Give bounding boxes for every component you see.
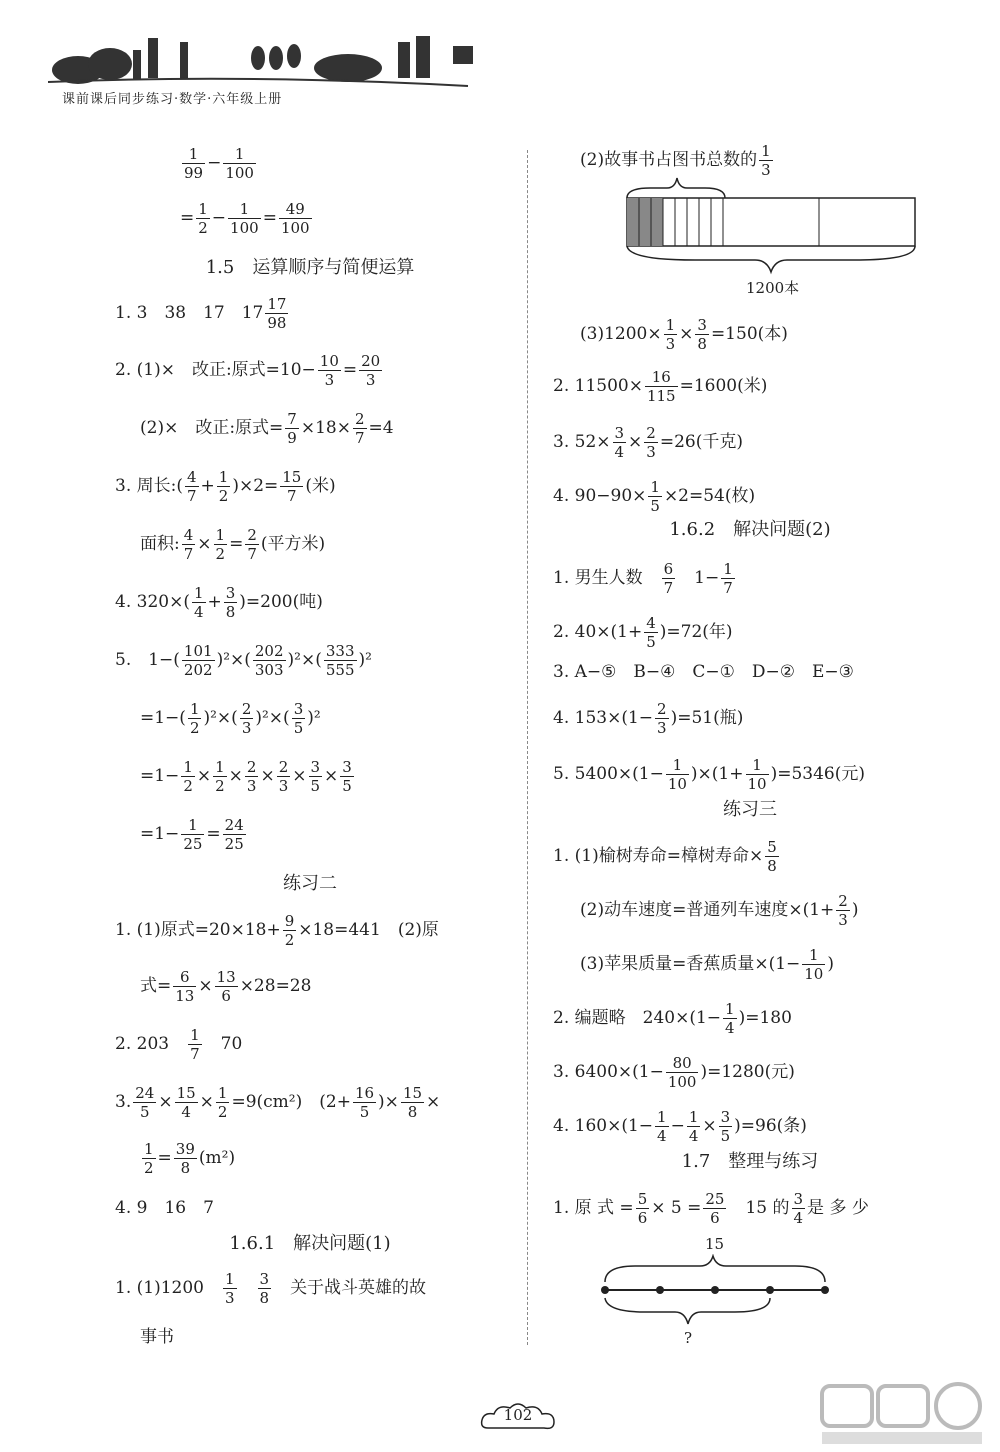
answer-5-line-2: =1−( $\frac{1}{2}$ )²×( $\frac{2}{3}$ )²×( $\frac{3}{5}$ )² xyxy=(140,700,321,737)
section-heading-exercise-2: 练习二 xyxy=(283,873,337,894)
exercise3-answer-1-1: 1. (1)榆树寿命=樟树寿命× $\frac{5}{8}$ xyxy=(553,838,777,875)
answer-2-1: 2. (1)× 改正:原式=10− $\frac{10}{3}$ = $\frac{20}{3}$ xyxy=(115,352,381,389)
answer-3-area: 面积: $\frac{4}{7}$ × $\frac{1}{2}$ = $\frac{2}{7}$ (平方米) xyxy=(140,526,326,563)
solve2-answer-2: 2. 40×(1+ $\frac{4}{5}$ )=72(年) xyxy=(553,614,733,651)
section-heading-1-6-1: 1.6.1 解决问题(1) xyxy=(229,1233,391,1254)
book-title: 课前课后同步练习·数学·六年级上册 xyxy=(62,92,283,107)
answer-5-line-4: =1− $\frac{1}{25}$ = $\frac{24}{25}$ xyxy=(140,816,244,853)
page-number: 102 xyxy=(478,1400,558,1434)
exercise2-answer-2: 2. 203 $\frac{1}{7}$ 70 xyxy=(115,1026,243,1063)
column-divider xyxy=(527,150,528,1345)
left-line-1: $\frac{1}{99}$ − $\frac{1}{100}$ xyxy=(184,145,254,182)
exercise2-answer-1b: 式= $\frac{6}{13}$ × $\frac{13}{6}$ ×28=28 xyxy=(140,968,312,1005)
exercise3-answer-4: 4. 160×(1− $\frac{1}{4}$ − $\frac{1}{4}$ × $\frac{3}{5}$ )=96(条) xyxy=(553,1108,807,1145)
right-answer-2: 2. 11500× $\frac{16}{115}$ =1600(米) xyxy=(553,368,768,405)
fraction: $\frac{1}{99}$ xyxy=(184,145,204,182)
right-answer-1-2: (2)故事书占图书总数的 $\frac{1}{3}$ xyxy=(580,142,771,179)
line-diagram-bottom-label: ? xyxy=(684,1329,693,1347)
exercise3-answer-1-2: (2)动车速度=普通列车速度×(1+ $\frac{2}{3}$ ) xyxy=(580,892,859,929)
section-heading-exercise-3: 练习三 xyxy=(723,799,777,820)
line-segment-diagram xyxy=(595,1254,840,1334)
exercise2-answer-4: 4. 9 16 7 xyxy=(115,1198,214,1218)
line-diagram-top-label: 15 xyxy=(705,1235,725,1253)
answer-1: 1. 3 38 17 17 $\frac{17}{98}$ xyxy=(115,295,287,332)
right-answer-3: 3. 52× $\frac{3}{4}$ × $\frac{2}{3}$ =26(千克) xyxy=(553,424,743,461)
right-answer-4: 4. 90−90× $\frac{1}{5}$ ×2=54(枚) xyxy=(553,478,756,515)
section-heading-1-7: 1.7 整理与练习 xyxy=(681,1151,819,1172)
answer-2-2: (2)× 改正:原式= $\frac{7}{9}$ ×18× $\frac{2}{7}$ =4 xyxy=(140,410,394,447)
left-line-2: = $\frac{1}{2}$ − $\frac{1}{100}$ = $\frac{49}{100}$ xyxy=(180,200,310,237)
solve2-answer-4: 4. 153×(1− $\frac{2}{3}$ )=51(瓶) xyxy=(553,700,744,737)
solve1-answer-1b: 事书 xyxy=(140,1327,174,1347)
fraction: $\frac{1}{100}$ xyxy=(230,200,259,237)
answer-5-line-1: 5. 1−( $\frac{101}{202}$ )²×( $\frac{202}{303}$ )²×( $\frac{333}{555}$ )² xyxy=(115,642,372,679)
section-heading-1-6-2: 1.6.2 解决问题(2) xyxy=(669,519,831,540)
fraction: $\frac{1}{100}$ xyxy=(225,145,254,182)
solve2-answer-1: 1. 男生人数 $\frac{6}{7}$ 1− $\frac{1}{7}$ xyxy=(553,560,733,597)
watermark-logo xyxy=(820,1380,990,1448)
exercise3-answer-3: 3. 6400×(1− $\frac{80}{100}$ )=1280(元) xyxy=(553,1054,795,1091)
review-answer-1: 1. 原 式 = $\frac{5}{6}$ × 5 = $\frac{25}{6}$ 15 的 $\frac{3}{4}$ 是 多 少 xyxy=(553,1190,869,1227)
section-heading-1-5: 1.5 运算顺序与简便运算 xyxy=(205,257,415,278)
bar-diagram-label: 1200本 xyxy=(746,279,800,297)
exercise3-answer-2: 2. 编题略 240×(1− $\frac{1}{4}$ )=180 xyxy=(553,1000,792,1037)
exercise2-answer-3b: $\frac{1}{2}$ = $\frac{39}{8}$ (m²) xyxy=(144,1140,236,1177)
exercise2-answer-1a: 1. (1)原式=20×18+ $\frac{9}{2}$ ×18=441 (2)原 xyxy=(115,912,439,949)
fraction: $\frac{1}{2}$ xyxy=(198,200,208,237)
solve2-answer-3: 3. A−⑤ B−④ C−① D−② E−③ xyxy=(553,662,854,682)
exercise3-answer-1-3: (3)苹果质量=香蕉质量×(1− $\frac{1}{10}$ ) xyxy=(580,946,834,983)
solve1-answer-1a: 1. (1)1200 $\frac{1}{3}$ $\frac{3}{8}$ 关于战斗英雄的故 xyxy=(115,1270,427,1307)
right-answer-1-3: (3)1200× $\frac{1}{3}$ × $\frac{3}{8}$ =150(本) xyxy=(580,316,788,353)
answer-5-line-3: =1− $\frac{1}{2}$ × $\frac{1}{2}$ × $\frac{2}{3}$ × $\frac{2}{3}$ × $\frac{3}{5}$ × $\frac{3}{5}$ xyxy=(140,758,352,795)
solve2-answer-5: 5. 5400×(1− $\frac{1}{10}$ )×(1+ $\frac{1}{10}$ )=5346(元) xyxy=(553,756,865,793)
exercise2-answer-3a: 3. $\frac{24}{5}$ × $\frac{15}{4}$ × $\frac{1}{2}$ =9(cm²) (2+ $\frac{16}{5}$ )× $\frac{15}{8}$ × xyxy=(115,1084,441,1121)
fraction: $\frac{49}{100}$ xyxy=(280,200,310,237)
answer-3-perimeter: 3. 周长:( $\frac{4}{7}$ + $\frac{1}{2}$ )×2= $\frac{15}{7}$ (米) xyxy=(115,468,336,505)
answer-4: 4. 320×( $\frac{1}{4}$ + $\frac{3}{8}$ )=200(吨) xyxy=(115,584,323,621)
